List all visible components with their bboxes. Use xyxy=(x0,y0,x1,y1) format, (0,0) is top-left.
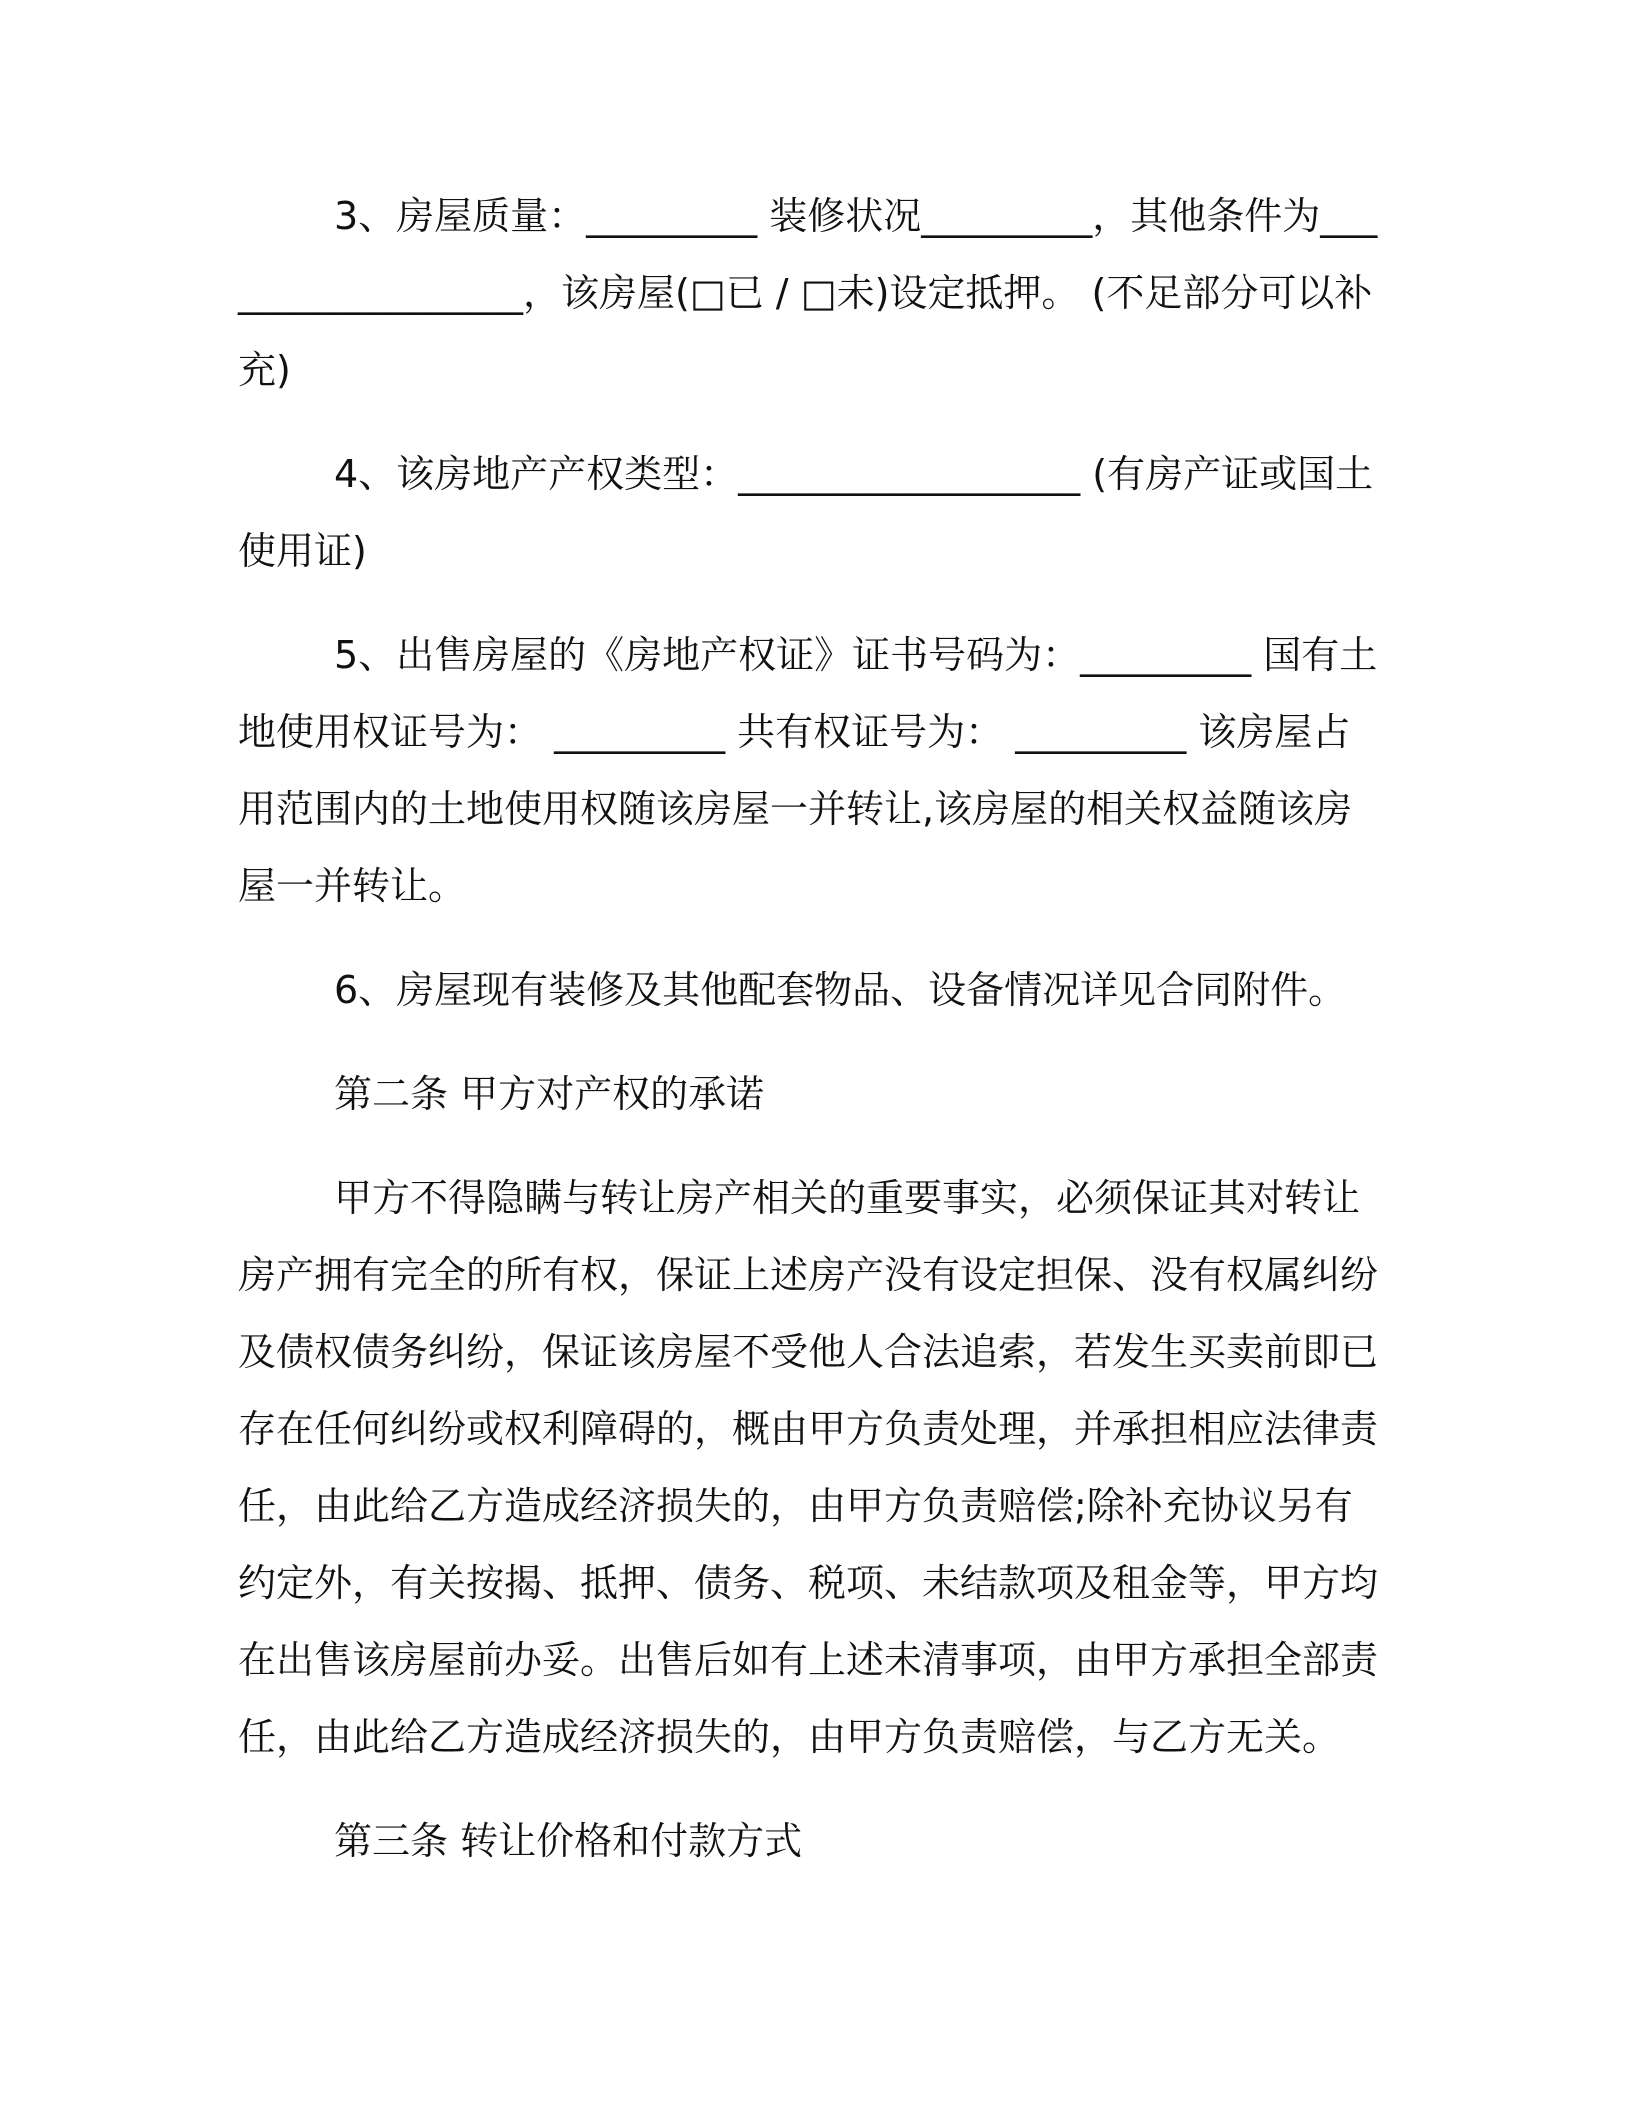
article-2-heading: 第二条 甲方对产权的承诺 xyxy=(334,1072,765,1116)
paragraph-spacer xyxy=(238,1133,1383,1160)
clause-item-5-certificate-numbers: 5、出售房屋的《房地产权证》证书号码为：_________ 国有土地使用权证号为： _________ 共有权证号为： _________ 该房屋占用范围内的土地使用权随该房屋一并转让,该房屋的相关权益随该房屋一并转让。 xyxy=(238,633,1378,908)
paragraph-spacer xyxy=(238,409,1383,436)
paragraph-spacer xyxy=(238,590,1383,617)
clause-item-6-fixtures: 6、房屋现有装修及其他配套物品、设备情况详见合同附件。 xyxy=(334,968,1347,1012)
paragraph-spacer xyxy=(238,925,1383,952)
article-3-heading: 第三条 转让价格和付款方式 xyxy=(334,1819,803,1863)
paragraph-spacer xyxy=(238,1029,1383,1056)
clause-item-4-property-right-type: 4、该房地产产权类型：__________________ (有房产证或国土使用证) xyxy=(238,452,1374,573)
paragraph-spacer xyxy=(238,1776,1383,1803)
document-body xyxy=(238,178,1383,1880)
clause-item-3-house-quality: 3、房屋质量：_________ 装修状况_________，其他条件为__________________，该房屋(□已 / □未)设定抵押。 (不足部分可以补充) xyxy=(238,194,1378,392)
article-2-body: 甲方不得隐瞒与转让房产相关的重要事实，必须保证其对转让房产拥有完全的所有权，保证上述房产没有设定担保、没有权属纠纷及债权债务纠纷，保证该房屋不受他人合法追索，若发生买卖前即已存在任何纠纷或权利障碍的，概由甲方负责处理，并承担相应法律责任，由此给乙方造成经济损失的，由甲方负责赔偿;除补充协议另有约定外，有关按揭、抵押、债务、税项、未结款项及租金等，甲方均在出售该房屋前办妥。出售后如有上述未清事项，由甲方承担全部责任，由此给乙方造成经济损失的，由甲方负责赔偿，与乙方无关。 xyxy=(238,1176,1379,1759)
